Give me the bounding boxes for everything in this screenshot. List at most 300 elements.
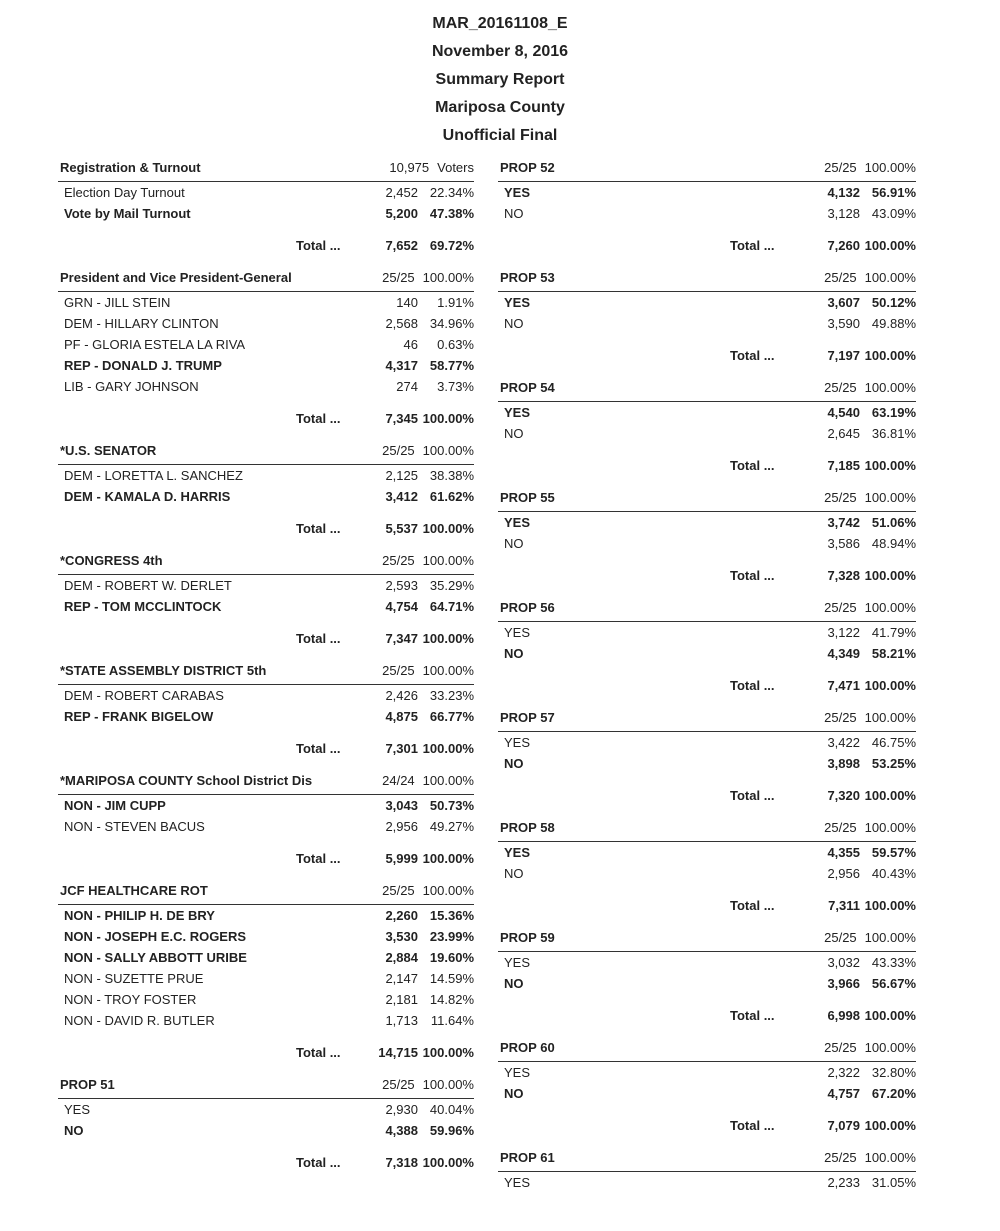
total-votes: 5,537 xyxy=(385,520,418,536)
vote-percent: 33.23% xyxy=(429,688,474,703)
candidate-name: NON - PHILIP H. DE BRY xyxy=(64,908,215,923)
candidate-name: NON - JIM CUPP xyxy=(64,798,166,813)
vote-count: 2,452 xyxy=(385,185,418,200)
total-row xyxy=(498,1114,916,1136)
contest-block xyxy=(498,818,916,916)
vote-percent: 32.80% xyxy=(871,1065,916,1080)
precinct-info xyxy=(382,663,474,678)
total-row xyxy=(498,1004,916,1026)
candidate-row xyxy=(58,1099,474,1120)
vote-count: 2,956 xyxy=(385,819,418,834)
vote-percent: 15.36% xyxy=(429,908,474,923)
precinct-info xyxy=(382,883,474,898)
candidate-name: Vote by Mail Turnout xyxy=(64,206,191,221)
total-label: Total ... xyxy=(296,630,341,646)
candidate-row xyxy=(498,622,916,643)
contest-title: PROP 51 xyxy=(60,1077,115,1092)
total-label: Total ... xyxy=(730,1007,775,1023)
vote-count: 2,322 xyxy=(827,1065,860,1080)
vote-count: 4,355 xyxy=(827,845,860,860)
candidate-row xyxy=(498,863,916,884)
candidate-name: NO xyxy=(504,1086,524,1101)
contest-header xyxy=(58,268,474,292)
vote-count: 4,132 xyxy=(827,185,860,200)
contest-header xyxy=(498,1038,916,1062)
vote-count: 3,530 xyxy=(385,929,418,944)
contest-header xyxy=(498,1148,916,1172)
vote-percent: 59.57% xyxy=(871,845,916,860)
total-label: Total ... xyxy=(730,677,775,693)
vote-percent: 53.25% xyxy=(871,756,916,771)
vote-percent: 66.77% xyxy=(429,709,474,724)
total-percent: 100.00% xyxy=(422,1044,474,1060)
candidate-row xyxy=(498,952,916,973)
precinct-percent: 100.00% xyxy=(864,1040,916,1055)
total-votes: 7,471 xyxy=(827,677,860,693)
candidate-row xyxy=(58,182,474,203)
contest-header xyxy=(58,158,474,182)
contest-block xyxy=(58,158,474,256)
vote-count: 2,956 xyxy=(827,866,860,881)
contest-block xyxy=(58,1075,474,1173)
candidate-name: NON - SALLY ABBOTT URIBE xyxy=(64,950,247,965)
total-label: Total ... xyxy=(730,787,775,803)
precinct-info xyxy=(389,160,474,175)
precinct-info xyxy=(824,270,916,285)
candidate-name: YES xyxy=(504,1175,531,1190)
contest-header xyxy=(58,441,474,465)
candidate-row xyxy=(58,989,474,1010)
precinct-info xyxy=(382,553,474,568)
vote-percent: 14.82% xyxy=(429,992,474,1007)
contest-block xyxy=(498,378,916,476)
candidate-name: REP - DONALD J. TRUMP xyxy=(64,358,222,373)
candidate-name: YES xyxy=(504,1065,531,1080)
candidate-name: DEM - LORETTA L. SANCHEZ xyxy=(64,468,243,483)
total-label: Total ... xyxy=(296,850,341,866)
candidate-name: NO xyxy=(504,756,524,771)
vote-percent: 48.94% xyxy=(871,536,916,551)
candidate-row xyxy=(498,643,916,664)
vote-count: 2,645 xyxy=(827,426,860,441)
candidate-name: REP - FRANK BIGELOW xyxy=(64,709,214,724)
candidate-name: YES xyxy=(504,845,531,860)
vote-percent: 11.64% xyxy=(430,1013,474,1028)
precinct-percent: 100.00% xyxy=(864,490,916,505)
total-row xyxy=(498,454,916,476)
vote-percent: 14.59% xyxy=(429,971,474,986)
total-row xyxy=(58,627,474,649)
total-percent: 100.00% xyxy=(864,567,916,583)
total-row xyxy=(498,674,916,696)
precinct-info xyxy=(824,490,916,505)
candidate-name: YES xyxy=(64,1102,91,1117)
vote-percent: 58.21% xyxy=(871,646,916,661)
vote-count: 3,128 xyxy=(827,206,860,221)
vote-percent: 22.34% xyxy=(429,185,474,200)
vote-percent: 46.75% xyxy=(871,735,916,750)
contest-title: PROP 58 xyxy=(500,820,555,835)
vote-count: 3,607 xyxy=(827,295,860,310)
total-percent: 100.00% xyxy=(864,787,916,803)
precinct-count: 25/25 xyxy=(382,553,415,568)
vote-percent: 43.09% xyxy=(871,206,916,221)
contest-header xyxy=(498,158,916,182)
candidate-row xyxy=(58,816,474,837)
vote-percent: 35.29% xyxy=(429,578,474,593)
candidate-row xyxy=(58,947,474,968)
candidate-name: DEM - ROBERT CARABAS xyxy=(64,688,224,703)
vote-count: 2,426 xyxy=(385,688,418,703)
vote-count: 2,125 xyxy=(385,468,418,483)
precinct-percent: 100.00% xyxy=(422,663,474,678)
contest-block xyxy=(58,771,474,869)
vote-count: 3,122 xyxy=(827,625,860,640)
total-votes: 7,185 xyxy=(827,457,860,473)
vote-percent: 43.33% xyxy=(871,955,916,970)
contest-title: *STATE ASSEMBLY DISTRICT 5th xyxy=(60,663,267,678)
total-label: Total ... xyxy=(296,520,341,536)
contest-title: President and Vice President-General xyxy=(60,270,292,285)
vote-percent: 49.27% xyxy=(429,819,474,834)
candidate-name: DEM - ROBERT W. DERLET xyxy=(64,578,232,593)
precinct-count: 25/25 xyxy=(824,820,857,835)
vote-count: 2,147 xyxy=(385,971,418,986)
total-label: Total ... xyxy=(730,897,775,913)
report-date: November 8, 2016 xyxy=(431,43,569,60)
candidate-row xyxy=(498,973,916,994)
vote-count: 3,966 xyxy=(827,976,860,991)
candidate-row xyxy=(498,1083,916,1104)
vote-percent: 67.20% xyxy=(871,1086,916,1101)
total-votes: 7,345 xyxy=(385,410,418,426)
vote-count: 2,884 xyxy=(385,950,418,965)
candidate-row xyxy=(498,313,916,334)
contest-title: PROP 57 xyxy=(500,710,555,725)
total-label: Total ... xyxy=(730,457,775,473)
vote-percent: 40.04% xyxy=(429,1102,474,1117)
candidate-row xyxy=(58,376,474,397)
contest-block xyxy=(58,881,474,1063)
total-row xyxy=(58,234,474,256)
vote-percent: 36.81% xyxy=(871,426,916,441)
candidate-row xyxy=(498,1062,916,1083)
candidate-row xyxy=(498,753,916,774)
left-column xyxy=(58,158,474,1185)
vote-count: 3,043 xyxy=(385,798,418,813)
contest-title: Registration & Turnout xyxy=(60,160,201,175)
total-votes: 7,260 xyxy=(827,237,860,253)
precinct-info xyxy=(824,820,916,835)
total-votes: 7,347 xyxy=(385,630,418,646)
total-row xyxy=(58,847,474,869)
vote-count: 5,200 xyxy=(385,206,418,221)
contest-title: PROP 60 xyxy=(500,1040,555,1055)
total-votes: 7,197 xyxy=(827,347,860,363)
right-column xyxy=(498,158,916,1205)
vote-percent: 47.38% xyxy=(429,206,474,221)
contest-title: *MARIPOSA COUNTY School District Dis xyxy=(60,773,313,788)
total-row xyxy=(498,564,916,586)
contest-title: JCF HEALTHCARE ROT xyxy=(60,883,208,898)
candidate-row xyxy=(58,465,474,486)
candidate-name: PF - GLORIA ESTELA LA RIVA xyxy=(64,337,246,352)
candidate-row xyxy=(498,203,916,224)
contest-header xyxy=(498,598,916,622)
total-percent: 100.00% xyxy=(864,1117,916,1133)
vote-count: 2,568 xyxy=(385,316,418,331)
candidate-row xyxy=(498,512,916,533)
vote-count: 2,233 xyxy=(827,1175,860,1190)
total-row xyxy=(58,737,474,759)
vote-percent: 34.96% xyxy=(429,316,474,331)
precinct-percent: 100.00% xyxy=(422,443,474,458)
candidate-name: LIB - GARY JOHNSON xyxy=(64,379,199,394)
precinct-count: 10,975 xyxy=(389,160,430,175)
candidate-row xyxy=(58,706,474,727)
vote-percent: 50.12% xyxy=(871,295,916,310)
precinct-info xyxy=(824,380,916,395)
total-percent: 100.00% xyxy=(422,410,474,426)
candidate-row xyxy=(498,732,916,753)
contest-title: *U.S. SENATOR xyxy=(60,443,157,458)
vote-count: 46 xyxy=(403,337,418,352)
total-label: Total ... xyxy=(296,237,341,253)
vote-count: 3,412 xyxy=(385,489,418,504)
vote-percent: 31.05% xyxy=(871,1175,916,1190)
precinct-percent: 100.00% xyxy=(422,883,474,898)
candidate-name: DEM - KAMALA D. HARRIS xyxy=(64,489,231,504)
total-row xyxy=(498,784,916,806)
vote-percent: 59.96% xyxy=(429,1123,474,1138)
precinct-percent: 100.00% xyxy=(864,270,916,285)
total-percent: 100.00% xyxy=(864,1007,916,1023)
contest-block xyxy=(498,158,916,256)
precinct-percent: Voters xyxy=(437,160,474,175)
precinct-count: 25/25 xyxy=(824,1150,857,1165)
precinct-count: 25/25 xyxy=(382,270,415,285)
precinct-count: 25/25 xyxy=(824,380,857,395)
vote-percent: 0.63% xyxy=(437,337,474,352)
vote-count: 3,898 xyxy=(827,756,860,771)
total-label: Total ... xyxy=(730,567,775,583)
precinct-percent: 100.00% xyxy=(422,1077,474,1092)
vote-count: 3,742 xyxy=(827,515,860,530)
candidate-row xyxy=(498,182,916,203)
contest-header xyxy=(58,771,474,795)
total-percent: 100.00% xyxy=(422,1154,474,1170)
vote-count: 4,540 xyxy=(827,405,860,420)
vote-percent: 38.38% xyxy=(429,468,474,483)
vote-percent: 3.73% xyxy=(437,379,474,394)
candidate-row xyxy=(58,596,474,617)
contest-header xyxy=(58,551,474,575)
contest-header xyxy=(498,928,916,952)
vote-count: 4,875 xyxy=(385,709,418,724)
total-votes: 14,715 xyxy=(378,1044,418,1060)
vote-percent: 58.77% xyxy=(429,358,474,373)
contest-block xyxy=(498,268,916,366)
vote-percent: 56.91% xyxy=(871,185,916,200)
vote-percent: 41.79% xyxy=(871,625,916,640)
vote-count: 3,586 xyxy=(827,536,860,551)
candidate-row xyxy=(498,292,916,313)
precinct-info xyxy=(824,600,916,615)
candidate-row xyxy=(58,355,474,376)
precinct-percent: 100.00% xyxy=(422,773,474,788)
total-votes: 7,301 xyxy=(385,740,418,756)
total-votes: 7,328 xyxy=(827,567,860,583)
candidate-row xyxy=(58,968,474,989)
vote-count: 3,032 xyxy=(827,955,860,970)
vote-count: 140 xyxy=(396,295,418,310)
contest-block xyxy=(498,598,916,696)
precinct-info xyxy=(824,160,916,175)
candidate-name: NO xyxy=(504,536,524,551)
total-percent: 100.00% xyxy=(422,520,474,536)
vote-count: 4,757 xyxy=(827,1086,860,1101)
precinct-percent: 100.00% xyxy=(864,820,916,835)
candidate-row xyxy=(58,292,474,313)
vote-count: 2,930 xyxy=(385,1102,418,1117)
precinct-percent: 100.00% xyxy=(422,553,474,568)
vote-count: 4,349 xyxy=(827,646,860,661)
vote-count: 3,590 xyxy=(827,316,860,331)
contest-block xyxy=(498,1038,916,1136)
precinct-count: 25/25 xyxy=(382,443,415,458)
candidate-row xyxy=(498,402,916,423)
precinct-percent: 100.00% xyxy=(864,600,916,615)
contest-title: PROP 55 xyxy=(500,490,555,505)
total-label: Total ... xyxy=(296,1044,341,1060)
contest-block xyxy=(498,488,916,586)
candidate-row xyxy=(58,926,474,947)
total-votes: 7,318 xyxy=(385,1154,418,1170)
report-type: Summary Report xyxy=(435,71,565,88)
vote-count: 4,754 xyxy=(385,599,418,614)
vote-count: 4,388 xyxy=(385,1123,418,1138)
precinct-percent: 100.00% xyxy=(864,380,916,395)
candidate-name: YES xyxy=(504,625,531,640)
precinct-percent: 100.00% xyxy=(864,160,916,175)
candidate-row xyxy=(58,203,474,224)
candidate-row xyxy=(58,575,474,596)
total-percent: 100.00% xyxy=(864,897,916,913)
candidate-name: NON - STEVEN BACUS xyxy=(64,819,205,834)
total-label: Total ... xyxy=(730,1117,775,1133)
candidate-name: NON - DAVID R. BUTLER xyxy=(64,1013,215,1028)
total-percent: 100.00% xyxy=(422,630,474,646)
contest-title: PROP 59 xyxy=(500,930,555,945)
total-label: Total ... xyxy=(296,1154,341,1170)
precinct-count: 25/25 xyxy=(824,490,857,505)
contest-block xyxy=(58,551,474,649)
total-row xyxy=(58,1041,474,1063)
candidate-name: NO xyxy=(504,976,524,991)
vote-percent: 40.43% xyxy=(871,866,916,881)
vote-percent: 1.91% xyxy=(437,295,474,310)
precinct-info xyxy=(382,270,474,285)
contest-title: PROP 61 xyxy=(500,1150,555,1165)
report-county: Mariposa County xyxy=(435,99,565,116)
candidate-row xyxy=(58,685,474,706)
total-votes: 7,652 xyxy=(385,237,418,253)
total-votes: 5,999 xyxy=(385,850,418,866)
contest-block xyxy=(58,441,474,539)
precinct-count: 24/24 xyxy=(382,773,415,788)
candidate-name: YES xyxy=(504,955,531,970)
total-percent: 100.00% xyxy=(864,237,916,253)
total-votes: 7,320 xyxy=(827,787,860,803)
vote-percent: 64.71% xyxy=(429,599,474,614)
vote-count: 3,422 xyxy=(827,735,860,750)
total-percent: 100.00% xyxy=(864,457,916,473)
candidate-row xyxy=(498,533,916,554)
precinct-info xyxy=(824,930,916,945)
candidate-name: NO xyxy=(504,206,524,221)
contest-block xyxy=(58,661,474,759)
report-id: MAR_20161108_E xyxy=(432,15,568,32)
total-label: Total ... xyxy=(730,347,775,363)
total-row xyxy=(498,344,916,366)
total-row xyxy=(58,517,474,539)
precinct-count: 25/25 xyxy=(382,1077,415,1092)
vote-count: 274 xyxy=(396,379,418,394)
total-percent: 100.00% xyxy=(864,677,916,693)
total-percent: 100.00% xyxy=(422,740,474,756)
total-row xyxy=(498,234,916,256)
precinct-percent: 100.00% xyxy=(864,1150,916,1165)
vote-count: 2,593 xyxy=(385,578,418,593)
precinct-count: 25/25 xyxy=(824,270,857,285)
total-votes: 7,311 xyxy=(828,897,860,913)
candidate-name: NO xyxy=(504,646,524,661)
candidate-name: NON - JOSEPH E.C. ROGERS xyxy=(64,929,247,944)
total-percent: 100.00% xyxy=(422,850,474,866)
total-percent: 69.72% xyxy=(429,237,474,253)
contest-block xyxy=(498,708,916,806)
candidate-name: YES xyxy=(504,405,531,420)
precinct-count: 25/25 xyxy=(382,883,415,898)
candidate-name: NO xyxy=(504,426,524,441)
candidate-row xyxy=(58,1120,474,1141)
vote-count: 4,317 xyxy=(385,358,418,373)
report-header xyxy=(0,10,1000,150)
precinct-count: 25/25 xyxy=(824,1040,857,1055)
vote-count: 2,260 xyxy=(385,908,418,923)
precinct-count: 25/25 xyxy=(382,663,415,678)
precinct-info xyxy=(382,773,474,788)
candidate-row xyxy=(58,486,474,507)
vote-percent: 56.67% xyxy=(871,976,916,991)
candidate-name: DEM - HILLARY CLINTON xyxy=(64,316,219,331)
contest-header xyxy=(498,708,916,732)
candidate-row xyxy=(58,1010,474,1031)
contest-header xyxy=(58,881,474,905)
vote-percent: 49.88% xyxy=(871,316,916,331)
candidate-name: YES xyxy=(504,515,531,530)
vote-percent: 63.19% xyxy=(871,405,916,420)
vote-percent: 51.06% xyxy=(871,515,916,530)
candidate-row xyxy=(58,334,474,355)
candidate-row xyxy=(58,795,474,816)
vote-percent: 61.62% xyxy=(429,489,474,504)
vote-percent: 23.99% xyxy=(429,929,474,944)
contest-title: PROP 52 xyxy=(500,160,555,175)
contest-header xyxy=(58,661,474,685)
total-percent: 100.00% xyxy=(864,347,916,363)
vote-percent: 19.60% xyxy=(429,950,474,965)
